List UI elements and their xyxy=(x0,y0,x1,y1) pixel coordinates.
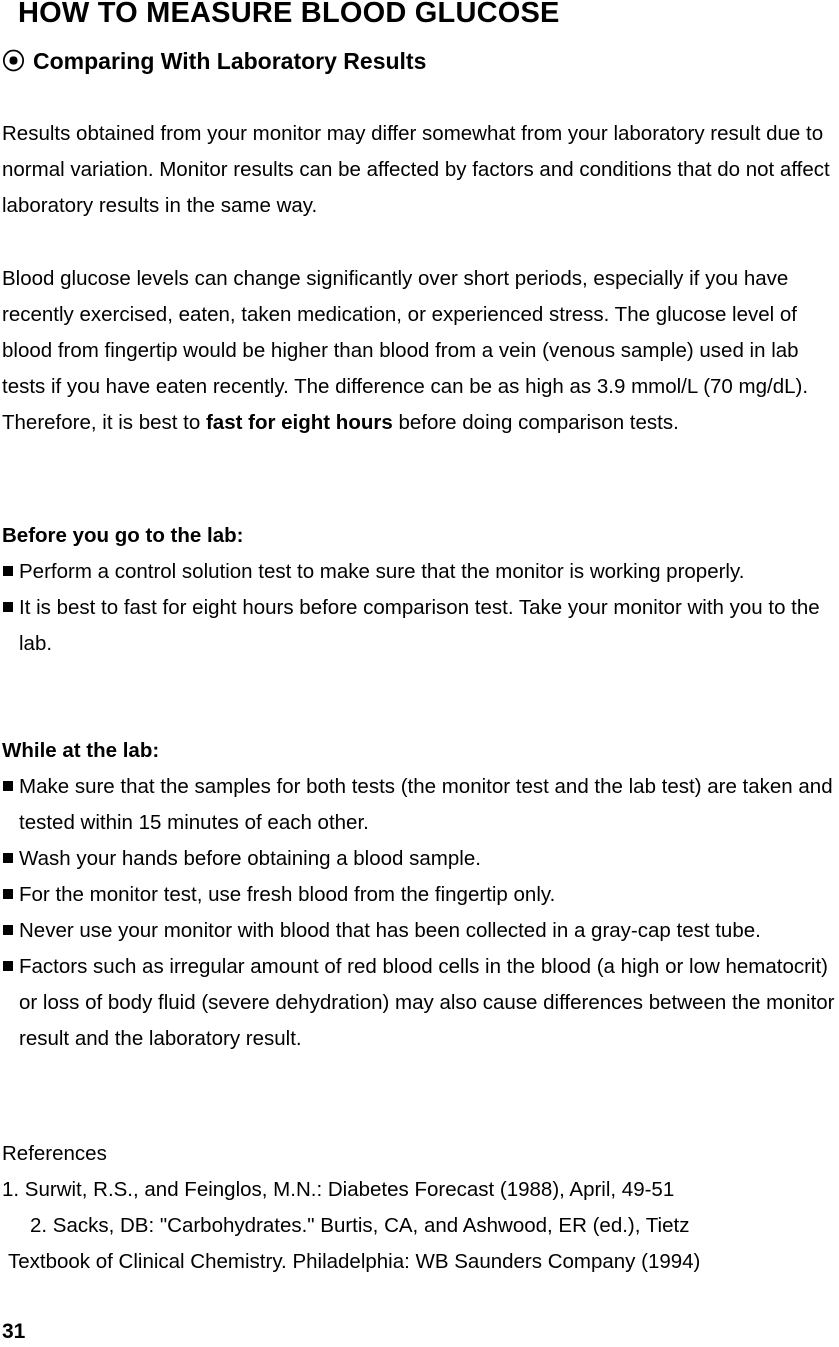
reference-item: 2. Sacks, DB: "Carbohydrates." Burtis, CA, and Ashwood, ER (ed.), Tietz xyxy=(30,1214,690,1237)
list-item: Perform a control solution test to make sure that the monitor is working properly. xyxy=(2,554,839,590)
reference-item-continuation: Textbook of Clinical Chemistry. Philadelphia: WB Saunders Company (1994) xyxy=(8,1250,701,1273)
list-item: Wash your hands before obtaining a blood sample. xyxy=(2,841,839,877)
page-title: HOW TO MEASURE BLOOD GLUCOSE xyxy=(18,0,560,29)
paragraph-tail-text: before doing comparison tests. xyxy=(392,411,679,434)
circle-bullet-icon: ⦿ xyxy=(2,48,25,74)
section-title-text: Comparing With Laboratory Results xyxy=(33,48,427,74)
reference-item: 1. Surwit, R.S., and Feinglos, M.N.: Diabetes Forecast (1988), April, 49-51 xyxy=(2,1178,675,1201)
references-heading: References xyxy=(2,1142,107,1165)
section-heading xyxy=(2,43,426,76)
paragraph-text xyxy=(2,261,839,441)
fasting-emphasis: fast for eight hours xyxy=(205,411,393,434)
intro-paragraph xyxy=(2,116,839,224)
while-lab-heading: While at the lab: xyxy=(2,739,160,762)
while-lab-list xyxy=(2,769,839,1057)
list-item: Make sure that the samples for both tests (the monitor test and the lab test) are taken and tested within 15 minutes of each other. xyxy=(2,769,839,841)
before-lab-heading: Before you go to the lab: xyxy=(2,524,244,547)
list-item: Factors such as irregular amount of red blood cells in the blood (a high or low hematocrit) or loss of body fluid (severe dehydration) may also cause differences between the monitor result and the laboratory result. xyxy=(2,949,839,1057)
list-item: Never use your monitor with blood that has been collected in a gray-cap test tube. xyxy=(2,913,839,949)
list-item: For the monitor test, use fresh blood from the fingertip only. xyxy=(2,877,839,913)
page-number: 31 xyxy=(2,1320,26,1343)
before-lab-list xyxy=(2,554,839,662)
paragraph-main-text: Blood glucose levels can change significantly over short periods, especially if you have recently exercised, eaten, taken medication, or experienced stress. The glucose level of blood from fingertip would be higher than blood from a vein (venous sample) used in lab tests if you have eaten recently. The difference can be as high as 3.9 mmol/L (70 mg/dL). Therefore, it is best to xyxy=(2,267,809,434)
paragraph-text: Results obtained from your monitor may differ somewhat from your laboratory result due to normal variation. Monitor results can be affected by factors and conditions that do not affect laboratory results in the same way. xyxy=(2,122,830,217)
glucose-variation-paragraph xyxy=(2,261,839,441)
list-item: It is best to fast for eight hours before comparison test. Take your monitor with you to the lab. xyxy=(2,590,839,662)
